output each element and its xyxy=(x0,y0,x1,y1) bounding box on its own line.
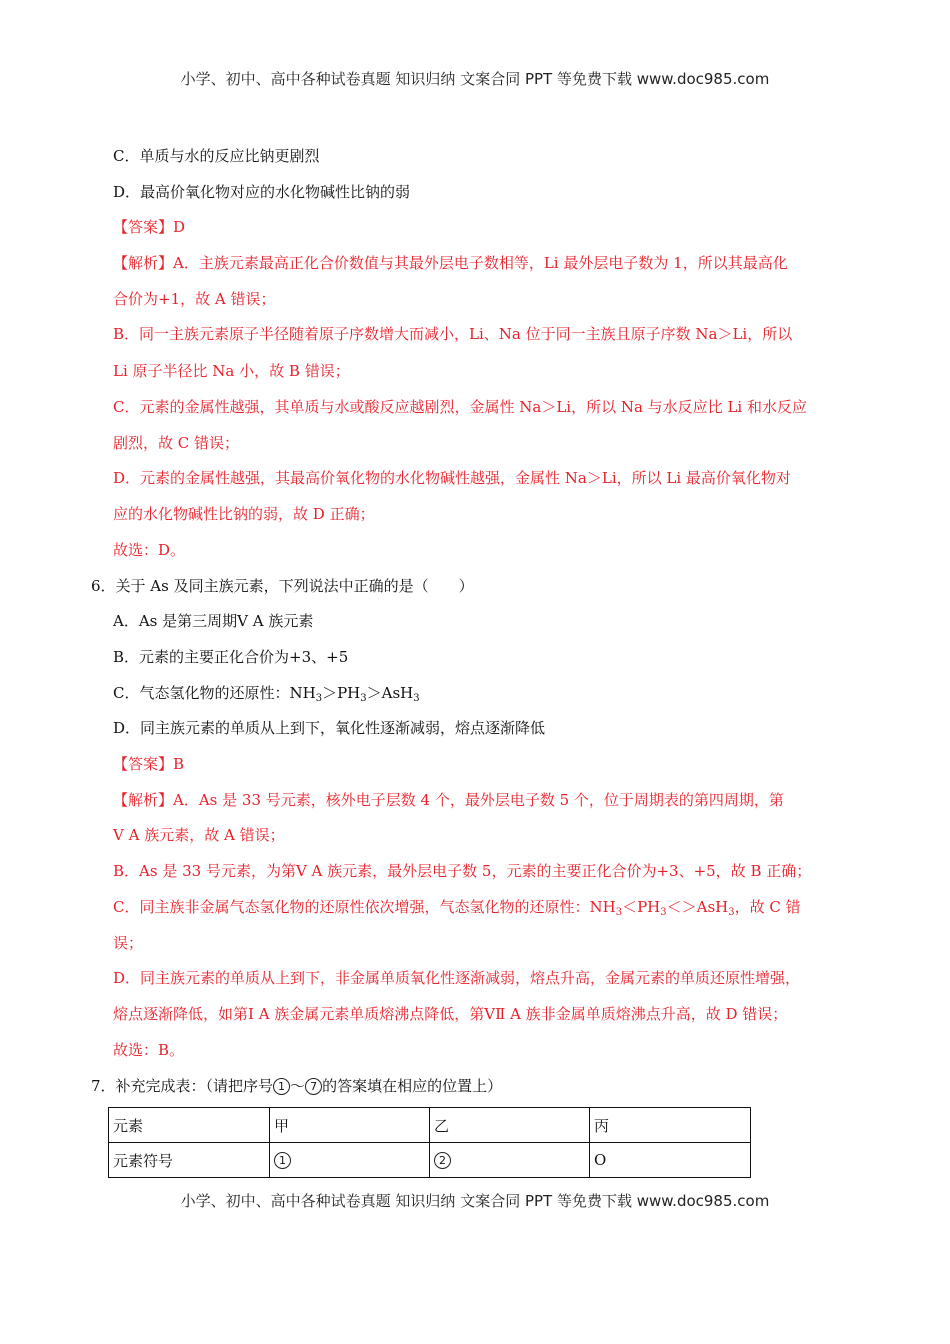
q5-conclusion: 故选：D。 xyxy=(113,541,186,559)
formula-text: ＞AsH xyxy=(366,684,414,702)
q6-option-a: A．As 是第三周期Ⅴ A 族元素 xyxy=(113,612,314,630)
answer-value: D xyxy=(173,218,186,236)
subscript: 3 xyxy=(728,907,735,918)
q6-stem: 6．关于 As 及同主族元素，下列说法中正确的是（ ） xyxy=(91,577,474,595)
q5-analysis-a-line2: 合价为+1，故 A 错误； xyxy=(113,290,276,308)
table-cell: 元素 xyxy=(109,1108,270,1143)
table-cell: O xyxy=(590,1143,751,1178)
table-cell xyxy=(270,1143,430,1178)
table-cell xyxy=(430,1143,590,1178)
q5-analysis-b-line1: B．同一主族元素原子半径随着原子序数增大而减小，Li、Na 位于同一主族且原子序数 Na＞Li，所以 xyxy=(113,325,793,343)
analysis-tag: 【解析】 xyxy=(113,254,174,272)
circled-number: 2 xyxy=(434,1152,451,1169)
q5-analysis-d-line2: 应的水化物碱性比钠的弱，故 D 正确； xyxy=(113,505,375,523)
table-row xyxy=(109,1143,751,1178)
q5-option-d: D．最高价氧化物对应的水化物碱性比钠的弱 xyxy=(113,183,411,201)
page-footer: 小学、初中、高中各种试卷真题 知识归纳 文案合同 PPT 等免费下载 www.doc985.com xyxy=(180,1192,770,1210)
table-cell: 甲 xyxy=(270,1108,430,1143)
subscript: 3 xyxy=(615,907,623,918)
page-header: 小学、初中、高中各种试卷真题 知识归纳 文案合同 PPT 等免费下载 www.doc985.com xyxy=(180,70,770,88)
formula-text: C．同主族非金属气态氢化物的还原性依次增强，气态氢化物的还原性：NH xyxy=(113,898,616,916)
q6-conclusion: 故选：B。 xyxy=(113,1041,185,1059)
subscript: 3 xyxy=(315,693,323,704)
stem-text: 7．补充完成表：（请把序号 xyxy=(91,1077,274,1095)
stem-text: ～ xyxy=(290,1077,306,1095)
circled-number: 7 xyxy=(305,1078,322,1095)
formula-text: ＜PH xyxy=(622,898,661,916)
element-table xyxy=(108,1107,751,1178)
q5-analysis-a-line1 xyxy=(113,252,788,274)
q5-analysis-b-line2: Li 原子半径比 Na 小，故 B 错误； xyxy=(113,362,350,380)
q6-analysis-d-line1: D．同主族元素的单质从上到下，非金属单质氧化性逐渐减弱，熔点升高，金属元素的单质还原性增强， xyxy=(113,969,801,987)
analysis-text: A．As 是 33 号元素，核外电子层数 4 个，最外层电子数 5 个，位于周期表的第四周期，第 xyxy=(173,791,784,809)
q6-option-c xyxy=(113,682,420,704)
q6-analysis-a-line2: Ⅴ A 族元素，故 A 错误； xyxy=(113,826,285,844)
answer-tag: 【答案】 xyxy=(113,755,174,773)
q5-analysis-c-line2: 剧烈，故 C 错误； xyxy=(113,434,240,452)
q5-option-c: C．单质与水的反应比钠更剧烈 xyxy=(113,147,320,165)
q6-analysis-a-line1 xyxy=(113,789,784,811)
analysis-text: A．主族元素最高正化合价数值与其最外层电子数相等，Li 最外层电子数为 1，所以其最高化 xyxy=(173,254,788,272)
stem-text: 的答案填在相应的位置上） xyxy=(322,1077,503,1095)
q7-stem xyxy=(91,1075,502,1097)
q5-analysis-d-line1: D．元素的金属性越强，其最高价氧化物的水化物碱性越强，金属性 Na＞Li，所以 Li 最高价氧化物对 xyxy=(113,469,791,487)
answer-tag: 【答案】 xyxy=(113,218,174,236)
q6-analysis-b: B．As 是 33 号元素，为第Ⅴ A 族元素，最外层电子数 5，元素的主要正化合价为+3、+5，故 B 正确； xyxy=(113,862,812,880)
q6-analysis-d-line2: 熔点逐渐降低，如第Ⅰ A 族金属元素单质熔沸点降低，第ⅤⅡ A 族非金属单质熔沸点升高，故 D 错误； xyxy=(113,1005,788,1023)
formula-text: ＞PH xyxy=(322,684,361,702)
circled-number: 1 xyxy=(274,1152,291,1169)
formula-text: C．气态氢化物的还原性：NH xyxy=(113,684,316,702)
formula-text: ，故 C 错 xyxy=(734,898,801,916)
q5-answer xyxy=(113,216,185,238)
subscript: 3 xyxy=(660,907,667,918)
q6-option-b: B．元素的主要正化合价为+3、+5 xyxy=(113,648,349,666)
q6-analysis-c-line1 xyxy=(113,896,801,918)
circled-number: 1 xyxy=(273,1078,290,1095)
analysis-tag: 【解析】 xyxy=(113,791,174,809)
table-cell: 乙 xyxy=(430,1108,590,1143)
table-cell: 丙 xyxy=(590,1108,751,1143)
table-row xyxy=(109,1108,751,1143)
subscript: 3 xyxy=(360,693,367,704)
q6-answer xyxy=(113,753,184,775)
formula-text: ＜＞AsH xyxy=(666,898,729,916)
q5-analysis-c-line1: C．元素的金属性越强，其单质与水或酸反应越剧烈，金属性 Na＞Li，所以 Na 与水反应比 Li 和水反应 xyxy=(113,398,807,416)
subscript: 3 xyxy=(413,693,420,704)
answer-value: B xyxy=(173,755,185,773)
q6-analysis-c-line2: 误； xyxy=(113,934,144,952)
table-cell: 元素符号 xyxy=(109,1143,270,1178)
q6-option-d: D．同主族元素的单质从上到下，氧化性逐渐减弱，熔点逐渐降低 xyxy=(113,719,546,737)
